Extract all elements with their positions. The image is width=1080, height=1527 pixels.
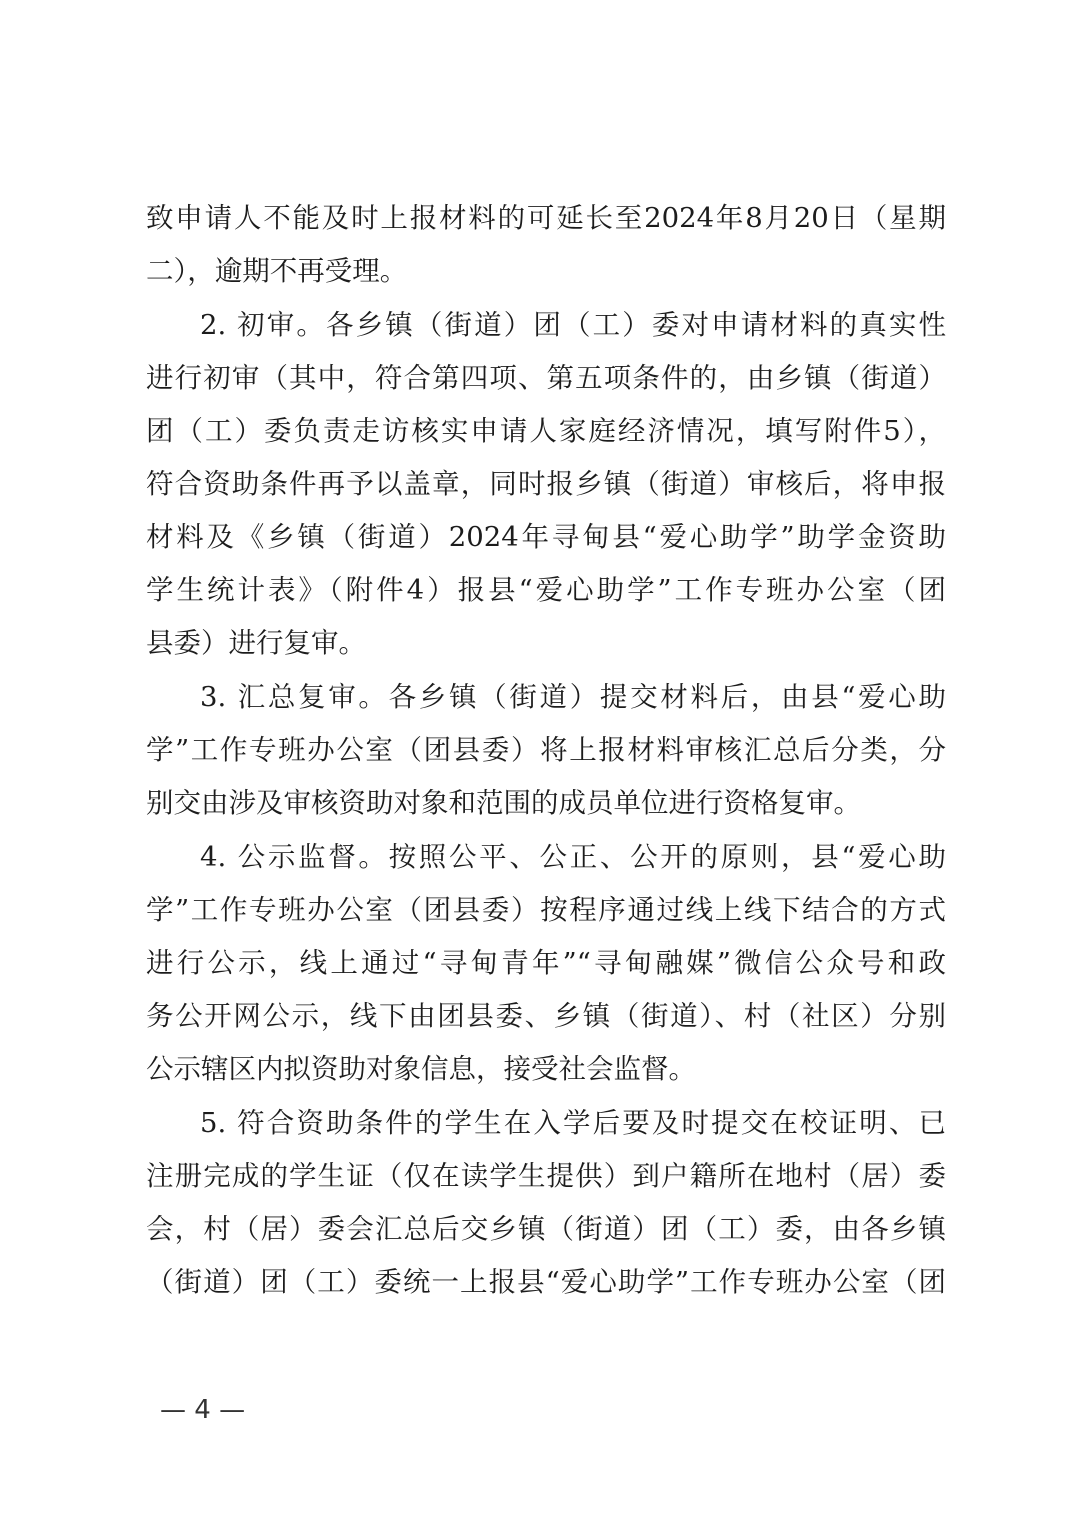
page-number: — 4 — <box>160 1395 246 1425</box>
text-line: 学”工作专班办公室（团县委）将上报材料审核汇总后分类，分 <box>146 734 946 766</box>
text-line: 学”工作专班办公室（团县委）按程序通过线上线下结合的方式 <box>146 894 946 926</box>
item-4-heading-line: 4. 公示监督。按照公平、公正、公开的原则，县“爱心助 <box>200 841 946 873</box>
text-line: 进行初审（其中，符合第四项、第五项条件的，由乡镇（街道） <box>146 362 946 394</box>
text-line: 公示辖区内拟资助对象信息，接受社会监督。 <box>146 1053 696 1085</box>
text-line: 别交由涉及审核资助对象和范围的成员单位进行资格复审。 <box>146 787 861 819</box>
text-line: 县委）进行复审。 <box>146 627 366 659</box>
text-line: 团（工）委负责走访核实申请人家庭经济情况，填写附件5）， <box>146 415 946 447</box>
text-line: 材料及《乡镇（街道）2024年寻甸县“爱心助学”助学金资助 <box>146 521 946 553</box>
text-line: 进行公示，线上通过“寻甸青年”“寻甸融媒”微信公众号和政 <box>146 947 946 979</box>
text-line: 务公开网公示，线下由团县委、乡镇（街道）、村（社区）分别 <box>146 1000 946 1032</box>
item-3-heading-line: 3. 汇总复审。各乡镇（街道）提交材料后，由县“爱心助 <box>200 681 946 713</box>
text-line: 注册完成的学生证（仅在读学生提供）到户籍所在地村（居）委 <box>146 1160 946 1192</box>
text-line: 致申请人不能及时上报材料的可延长至2024年8月20日（星期 <box>146 202 946 234</box>
item-2-heading-line: 2. 初审。各乡镇（街道）团（工）委对申请材料的真实性 <box>200 309 946 341</box>
text-line: 会，村（居）委会汇总后交乡镇（街道）团（工）委，由各乡镇 <box>146 1213 946 1245</box>
text-line: 学生统计表》（附件4）报县“爱心助学”工作专班办公室（团 <box>146 574 946 606</box>
text-line: 符合资助条件再予以盖章，同时报乡镇（街道）审核后，将申报 <box>146 468 946 500</box>
text-line: （街道）团（工）委统一上报县“爱心助学”工作专班办公室（团 <box>146 1266 946 1298</box>
text-line: 二），逾期不再受理。 <box>146 255 408 287</box>
item-5-heading-line: 5. 符合资助条件的学生在入学后要及时提交在校证明、已 <box>200 1107 946 1139</box>
